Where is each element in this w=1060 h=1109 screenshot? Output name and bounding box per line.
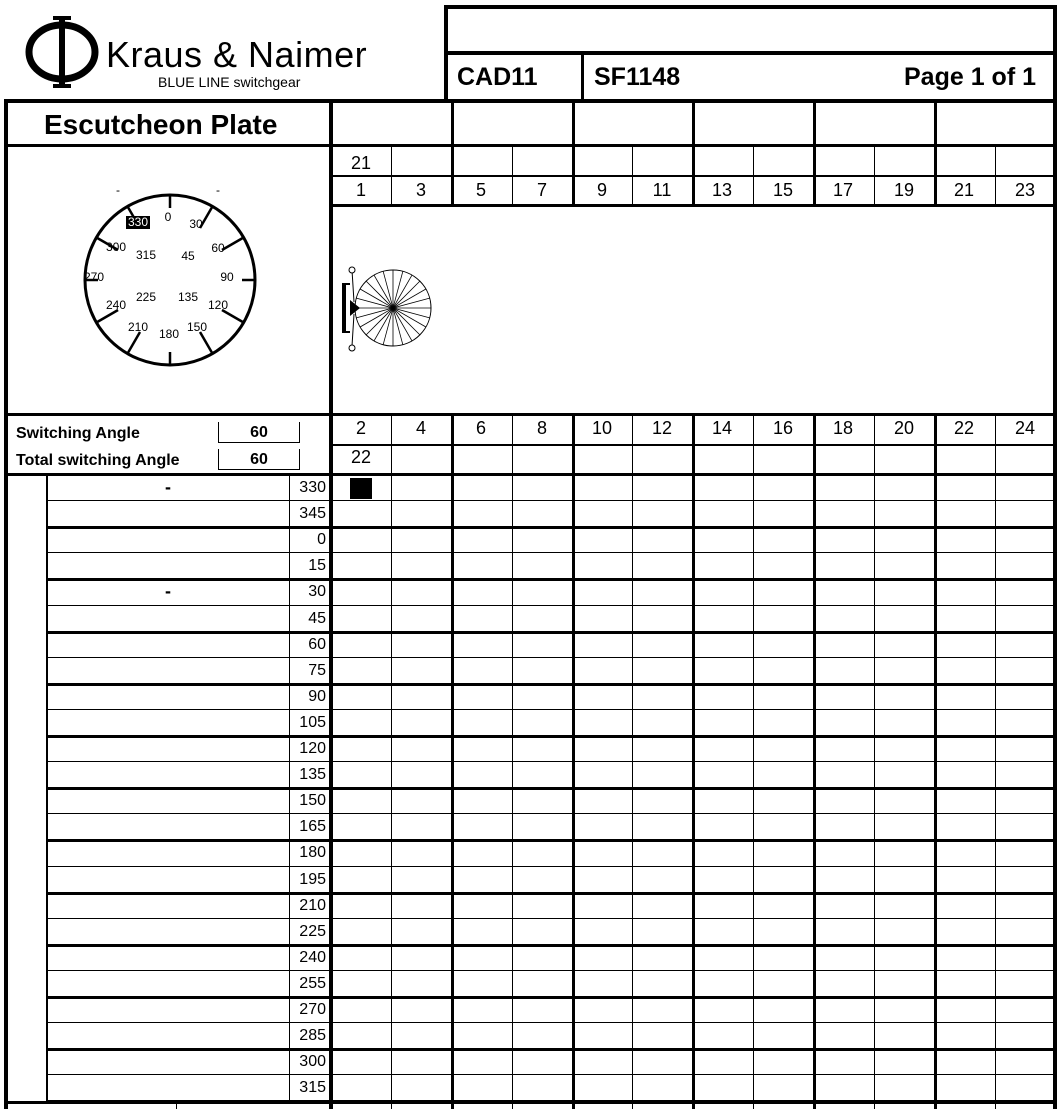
dial-label: 330	[127, 215, 149, 229]
dial-label: 120	[207, 298, 229, 312]
switching-angle-label: Switching Angle	[16, 425, 140, 442]
switching-angle-value: 60	[218, 422, 300, 443]
dial-tick	[128, 332, 141, 354]
grid-line	[692, 475, 695, 1109]
contact-number-bottom: 14	[711, 418, 733, 438]
contact-number-top: 7	[536, 180, 547, 200]
contact-arm	[352, 314, 354, 346]
position-angle: 105	[299, 713, 326, 731]
position-mark: -	[165, 477, 171, 497]
position-angle: 15	[308, 557, 326, 575]
dial-label: 90	[220, 270, 234, 284]
contact-number-bottom: 6	[475, 418, 486, 438]
position-angle: 120	[299, 740, 326, 757]
grid-line	[512, 475, 513, 1109]
dial-label: 135	[177, 290, 199, 304]
total-angle-label: Total switching Angle	[16, 452, 180, 469]
row-line	[46, 631, 1056, 634]
row-line	[46, 892, 1056, 895]
grid-line	[4, 1101, 333, 1104]
position-angle: 240	[299, 948, 326, 966]
grid-line	[331, 1101, 1055, 1104]
contact-number-top: 17	[832, 180, 854, 200]
grid-line	[176, 1103, 177, 1109]
position-mark: -	[165, 581, 171, 602]
position-angle: 225	[299, 922, 326, 940]
escutcheon-dial	[70, 180, 270, 380]
grid-line	[995, 475, 996, 1109]
switch-symbol	[336, 262, 436, 354]
contact-number-top: 19	[893, 180, 915, 200]
row-line	[46, 944, 1056, 947]
contact-number-top: 5	[475, 180, 486, 200]
position-angle: 75	[308, 661, 326, 679]
row-line	[46, 761, 1056, 762]
row-line	[46, 683, 1056, 686]
dial-label: 270	[83, 270, 105, 284]
row-line	[46, 813, 1056, 814]
row-line	[46, 500, 1056, 501]
position-angle: 150	[299, 792, 326, 810]
dial-label: 180	[158, 327, 180, 341]
contact-closed-mark	[350, 478, 372, 499]
position-angle: 255	[299, 974, 326, 992]
row-line	[46, 657, 1056, 658]
position-angle: 195	[299, 870, 326, 888]
page-label: Page 1 of 1	[904, 63, 1036, 91]
row-line	[46, 1022, 1056, 1023]
grid-line	[572, 475, 575, 1109]
contact-number-bottom: 10	[591, 418, 613, 438]
position-angle: 30	[308, 583, 326, 601]
grid-line	[391, 475, 392, 1109]
dial-label: 30	[189, 217, 203, 231]
dial-label: 210	[127, 320, 149, 334]
contact-number-top: 13	[711, 180, 733, 200]
dial-label: 240	[105, 298, 127, 312]
grid-line	[451, 475, 454, 1109]
contact-number-top: 3	[415, 180, 426, 200]
grid-line	[934, 475, 937, 1109]
row-line	[46, 787, 1056, 790]
dial-tick-mark: -	[216, 183, 220, 197]
row-line	[46, 709, 1056, 710]
contact-number-bottom: 22	[953, 418, 975, 438]
row-line	[46, 735, 1056, 738]
dial-label: 0	[164, 210, 172, 224]
position-angle: 60	[308, 635, 326, 653]
position-angle: 90	[308, 687, 326, 705]
grid-line	[874, 475, 875, 1109]
contact-number-top: 9	[596, 180, 607, 200]
function-code: SF1148	[594, 63, 681, 91]
position-angle: 165	[299, 818, 326, 836]
grid-line	[753, 475, 754, 1109]
grid-line	[451, 101, 454, 147]
position-angle: 210	[299, 896, 326, 914]
brand-name: Kraus & Naimer	[106, 34, 368, 75]
contact-number-extra-bottom: 22	[350, 447, 372, 467]
row-line	[46, 996, 1056, 999]
contact-number-top: 23	[1014, 180, 1036, 200]
grid-line	[4, 413, 333, 416]
position-angle: 345	[299, 505, 326, 523]
contact-number-bottom: 18	[832, 418, 854, 438]
contact-number-top: 15	[772, 180, 794, 200]
dial-label: 315	[135, 248, 157, 262]
dial-label: 60	[211, 241, 225, 255]
dial-tick	[200, 332, 213, 354]
grid-line	[934, 101, 937, 147]
contact-number-bottom: 2	[355, 418, 366, 438]
grid-line	[813, 475, 816, 1109]
contact-number-bottom: 4	[415, 418, 426, 438]
position-angle: 285	[299, 1027, 326, 1045]
row-line	[46, 839, 1056, 842]
position-angle: 270	[299, 1001, 326, 1018]
position-angle: 45	[308, 609, 326, 627]
row-line	[46, 1074, 1056, 1075]
contact-number-bottom: 12	[651, 418, 673, 438]
terminal-top	[349, 267, 355, 273]
contact-number-bottom: 8	[536, 418, 547, 438]
position-angle: 180	[299, 844, 326, 862]
grid-line	[4, 473, 1056, 476]
position-angle: 135	[299, 766, 326, 784]
brand-tagline: BLUE LINE switchgear	[158, 74, 301, 90]
grid-line	[632, 475, 633, 1109]
row-line	[46, 918, 1056, 919]
row-line	[46, 552, 1056, 553]
row-line	[46, 970, 1056, 971]
grid-line	[813, 101, 816, 147]
dial-tick-mark: -	[116, 183, 120, 197]
position-angle: 300	[299, 1053, 326, 1071]
contact-bar	[342, 284, 346, 332]
position-angle: 315	[299, 1079, 326, 1097]
terminal-bottom	[349, 345, 355, 351]
contact-number-top: 11	[652, 180, 672, 200]
dial-label: 45	[181, 249, 195, 263]
row-line	[46, 605, 1056, 606]
row-line	[46, 1048, 1056, 1051]
dial-label: 150	[186, 320, 208, 334]
contact-number-bottom: 16	[772, 418, 794, 438]
dial-tick	[222, 238, 244, 251]
contact-number-top: 1	[355, 180, 366, 200]
contact-number-bottom: 20	[893, 418, 915, 438]
total-angle-value: 60	[218, 449, 300, 470]
position-angle: 0	[317, 531, 326, 549]
contact-number-top: 21	[953, 180, 975, 200]
part-code: CAD11	[457, 63, 538, 91]
logo	[22, 12, 102, 92]
position-angle: 330	[299, 479, 326, 496]
contact-arm	[352, 270, 354, 302]
row-line	[46, 578, 1056, 581]
row-line	[46, 866, 1056, 867]
row-line	[46, 526, 1056, 529]
page-title: Escutcheon Plate	[44, 109, 278, 140]
contact-number-extra-top: 21	[350, 153, 372, 173]
grid-line	[692, 101, 695, 147]
dial-label: 225	[135, 290, 157, 304]
grid-line	[572, 101, 575, 147]
dial-label: 300	[105, 240, 127, 254]
contact-number-bottom: 24	[1014, 418, 1036, 438]
